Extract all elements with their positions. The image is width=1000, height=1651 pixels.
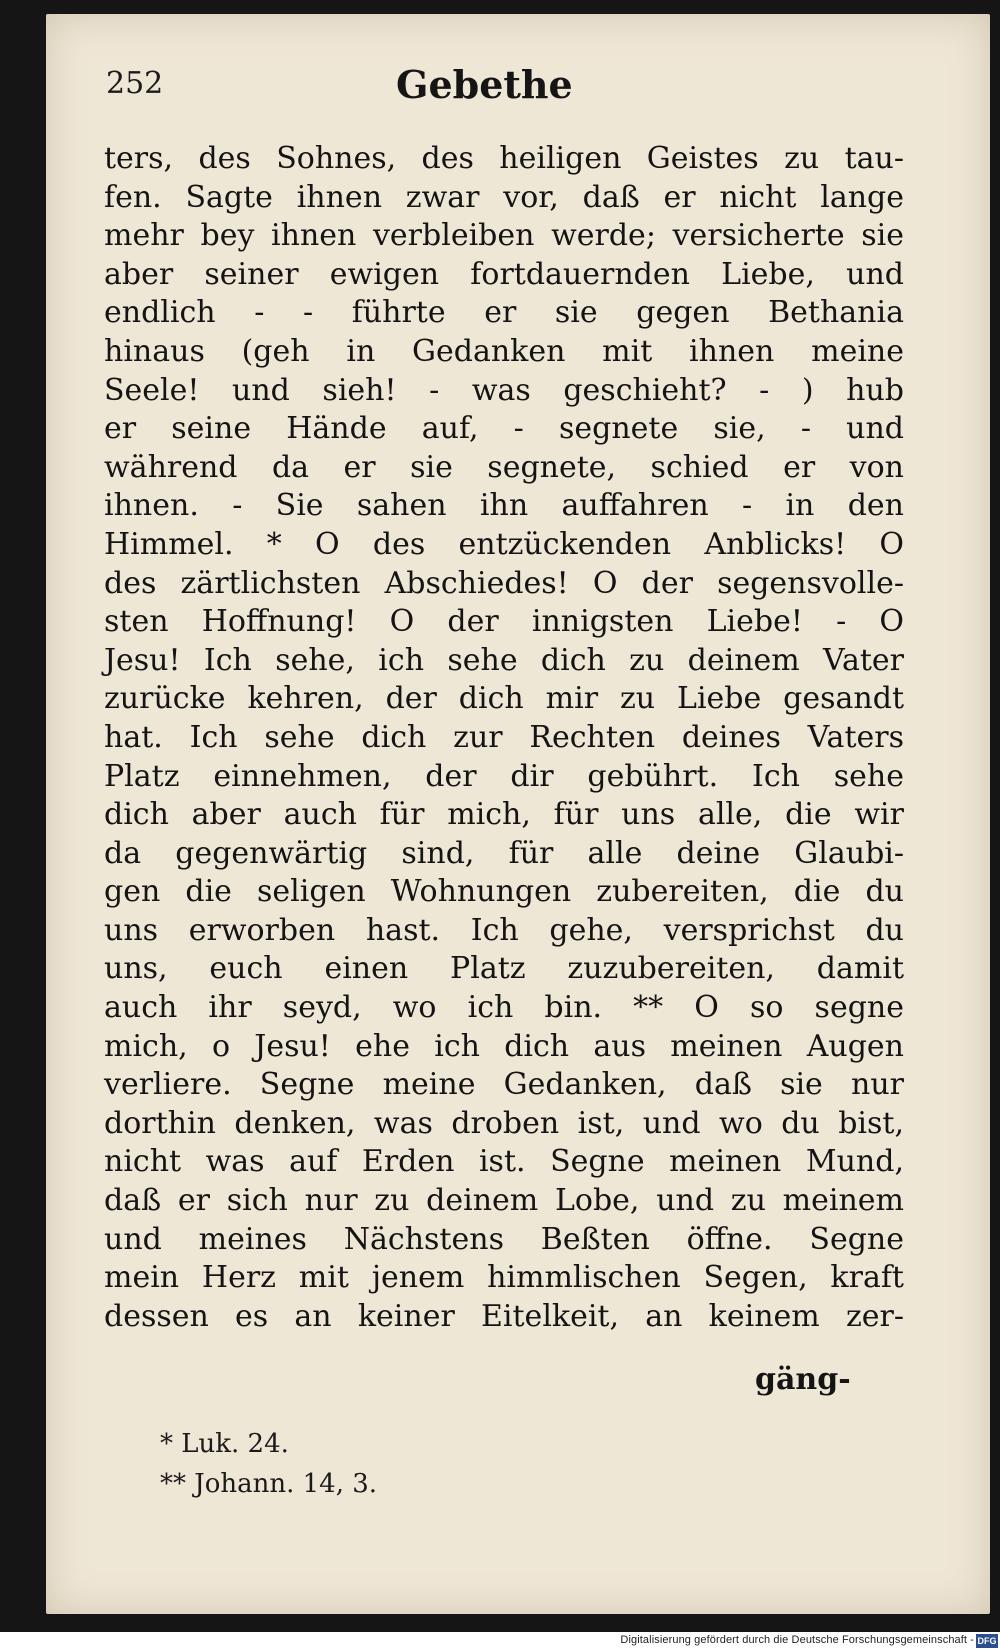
catchword: gäng- — [755, 1362, 851, 1397]
page-header — [106, 62, 886, 126]
text-line: gen die seligen Wohnungen zubereiten, die du — [104, 874, 904, 910]
page-number: 252 — [106, 66, 164, 101]
text-line: aber seiner ewigen fortdauernden Liebe, und — [104, 256, 904, 292]
text-line: auch ihr seyd, wo ich bin. ** O so segne — [104, 990, 904, 1026]
text-line: endlich - - führte er sie gegen Bethania — [104, 295, 904, 331]
text-line: während da er sie segnete, schied er von — [104, 449, 904, 485]
text-line: da gegenwärtig sind, für alle deine Glaubi- — [104, 835, 904, 871]
text-line: mein Herz mit jenem himmlischen Segen, kraft — [104, 1260, 904, 1296]
running-head: Gebethe — [396, 62, 573, 107]
text-line: dorthin denken, was droben ist, und wo du bist, — [104, 1105, 904, 1141]
credit-bar — [0, 1632, 1000, 1651]
text-line: verliere. Segne meine Gedanken, daß sie nur — [104, 1067, 904, 1103]
body-text — [104, 140, 904, 1336]
text-line: sten Hoffnung! O der innigsten Liebe! - O — [104, 604, 904, 640]
text-line: ihnen. - Sie sahen ihn auffahren - in den — [104, 488, 904, 524]
text-line: und meines Nächstens Beßten öffne. Segne — [104, 1221, 904, 1257]
footnote: * Luk. 24. — [160, 1429, 289, 1459]
dfg-logo-icon: DFG — [977, 1636, 997, 1646]
text-line: dessen es an keiner Eitelkeit, an keinem zer- — [104, 1298, 904, 1334]
text-line: Himmel. * O des entzückenden Anblicks! O — [104, 526, 904, 562]
text-line: hat. Ich sehe dich zur Rechten deines Vaters — [104, 719, 904, 755]
text-line: mehr bey ihnen verbleiben werde; versicherte sie — [104, 218, 904, 254]
text-line: mich, o Jesu! ehe ich dich aus meinen Augen — [104, 1028, 904, 1064]
text-line: uns erworben hast. Ich gehe, versprichst du — [104, 912, 904, 948]
text-line: fen. Sagte ihnen zwar vor, daß er nicht lange — [104, 179, 904, 215]
text-line: dich aber auch für mich, für uns alle, die wir — [104, 797, 904, 833]
text-line: Jesu! Ich sehe, ich sehe dich zu deinem Vater — [104, 642, 904, 678]
text-line: Platz einnehmen, der dir gebührt. Ich sehe — [104, 758, 904, 794]
credit-text: Digitalisierung gefördert durch die Deutsche Forschungsgemeinschaft - — [620, 1634, 974, 1646]
text-line: des zärtlichsten Abschiedes! O der segensvolle- — [104, 565, 904, 601]
footnotes — [160, 1424, 377, 1504]
text-line: hinaus (geh in Gedanken mit ihnen meine — [104, 333, 904, 369]
text-line: ters, des Sohnes, des heiligen Geistes zu tau- — [104, 141, 904, 176]
text-line: uns, euch einen Platz zuzubereiten, damit — [104, 951, 904, 987]
text-line: nicht was auf Erden ist. Segne meinen Mund, — [104, 1144, 904, 1180]
footnote: ** Johann. 14, 3. — [160, 1469, 378, 1499]
text-line: Seele! und sieh! - was geschieht? - ) hub — [104, 372, 904, 408]
text-line: er seine Hände auf, - segnete sie, - und — [104, 411, 904, 447]
text-line: daß er sich nur zu deinem Lobe, und zu meinem — [104, 1183, 904, 1219]
text-line: zurücke kehren, der dich mir zu Liebe gesandt — [104, 681, 904, 717]
